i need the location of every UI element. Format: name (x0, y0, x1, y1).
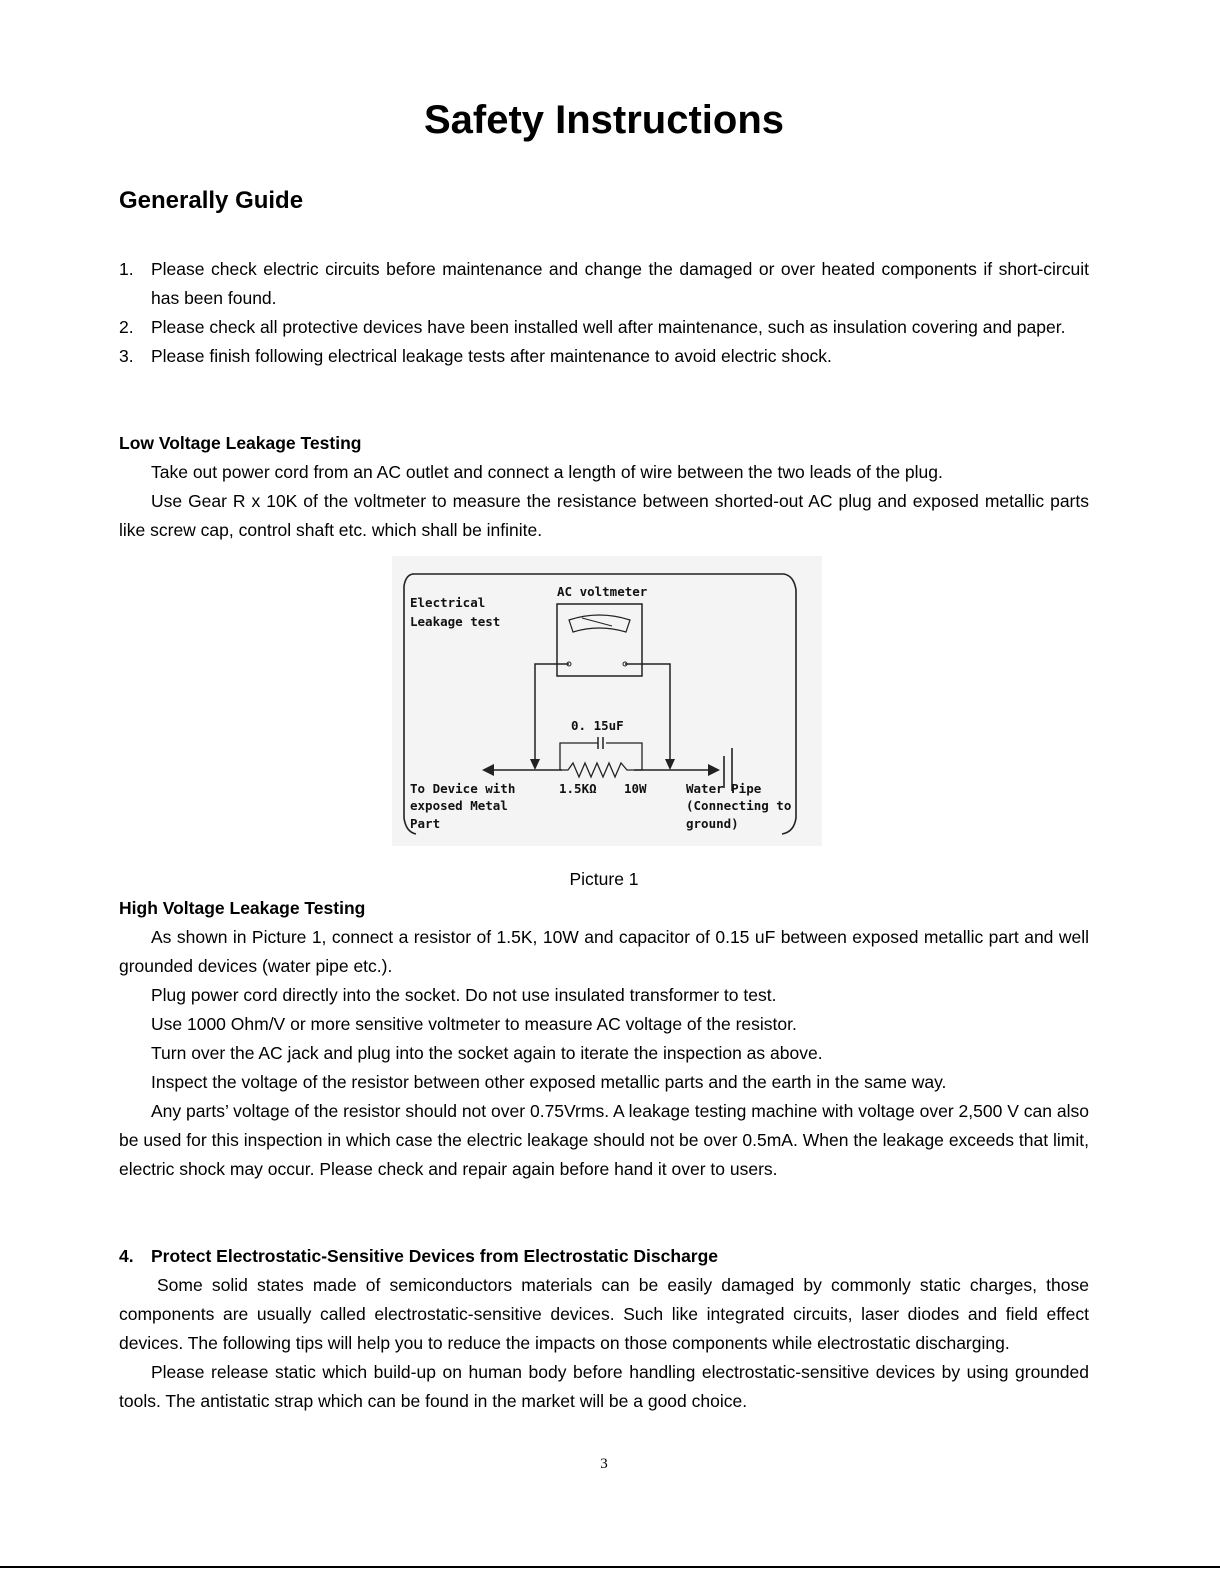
label-pipe-line3: ground) (686, 816, 739, 831)
leakage-test-diagram (392, 556, 822, 846)
high-voltage-paragraph: Use 1000 Ohm/V or more sensitive voltmeter to measure AC voltage of the resistor. (151, 1014, 797, 1034)
page-title: Safety Instructions (423, 98, 785, 142)
high-voltage-paragraph: Plug power cord directly into the socket. Do not use insulated transformer to test. (151, 985, 777, 1005)
low-voltage-paragraph: Take out power cord from an AC outlet and connect a length of wire between the two leads of the plug. (151, 462, 943, 482)
esd-section (119, 1242, 1089, 1416)
general-guide-list (119, 255, 1089, 371)
low-voltage-heading: Low Voltage Leakage Testing (119, 433, 362, 453)
esd-paragraph: Please release static which build-up on human body before handling electrostatic-sensitive devices by using grounded tools. The antistatic strap which can be found in the market will be a good choice. (119, 1362, 1089, 1411)
label-ac-voltmeter: AC voltmeter (557, 584, 648, 599)
label-electrical: Electrical (410, 595, 486, 610)
list-item-text: Please check all protective devices have been installed well after maintenance, such as insulation covering and paper. (151, 317, 1066, 337)
esd-heading (119, 1242, 1089, 1271)
label-pipe-line2: (Connecting to (686, 798, 792, 813)
list-item-number: 3. (119, 346, 134, 366)
high-voltage-paragraph: Any parts’ voltage of the resistor should not over 0.75Vrms. A leakage testing machine with voltage over 2,500 V can also be used for this inspection in which case the electric leakage should not be over 0.5mA. When the leakage exceeds that limit, electric shock may occur. Please check and repair again before hand it over to users. (119, 1101, 1089, 1179)
list-item-number: 2. (119, 317, 134, 337)
label-device-line3: Part (410, 816, 441, 831)
list-item-text: Please finish following electrical leakage tests after maintenance to avoid electric shock. (151, 346, 832, 366)
label-capacitor: 0. 15uF (571, 718, 624, 733)
bottom-rule (0, 1566, 1220, 1568)
high-voltage-paragraph: Inspect the voltage of the resistor between other exposed metallic parts and the earth in the same way. (151, 1072, 947, 1092)
list-item (119, 342, 1089, 371)
list-item-text: Please check electric circuits before maintenance and change the damaged or over heated components if short-circuit has been found. (151, 259, 1089, 308)
esd-heading-number: 4. (119, 1246, 134, 1266)
high-voltage-section (119, 894, 1089, 1184)
list-item-number: 1. (119, 259, 134, 279)
low-voltage-section (119, 429, 1089, 545)
low-voltage-paragraph: Use Gear R x 10K of the voltmeter to measure the resistance between shorted-out AC plug and exposed metallic parts like screw cap, control shaft etc. which shall be infinite. (119, 491, 1089, 540)
esd-paragraph: Some solid states made of semiconductors materials can be easily damaged by commonly static charges, those components are usually called electrostatic-sensitive devices. Such like integrated circuits, laser diodes and field effect devices. The following tips will help you to reduce the impacts on those components while electrostatic discharging. (119, 1275, 1089, 1353)
label-pipe-line1: Water Pipe (686, 781, 762, 796)
section-heading-general: Generally Guide (119, 187, 304, 214)
list-item (119, 313, 1089, 342)
high-voltage-heading: High Voltage Leakage Testing (119, 898, 366, 918)
high-voltage-paragraph: Turn over the AC jack and plug into the socket again to iterate the inspection as above. (151, 1043, 823, 1063)
list-item (119, 255, 1089, 313)
label-resistor: 1.5KΩ (559, 781, 597, 796)
label-device-line1: To Device with (410, 781, 516, 796)
esd-heading-text: Protect Electrostatic-Sensitive Devices from Electrostatic Discharge (151, 1246, 719, 1266)
figure-caption: Picture 1 (569, 869, 639, 889)
label-leakage-test: Leakage test (410, 614, 501, 629)
label-wattage: 10W (624, 781, 647, 796)
page-number: 3 (600, 1456, 608, 1472)
label-device-line2: exposed Metal (410, 798, 508, 813)
high-voltage-paragraph: As shown in Picture 1, connect a resistor of 1.5K, 10W and capacitor of 0.15 uF between exposed metallic part and well grounded devices (water pipe etc.). (119, 927, 1089, 976)
